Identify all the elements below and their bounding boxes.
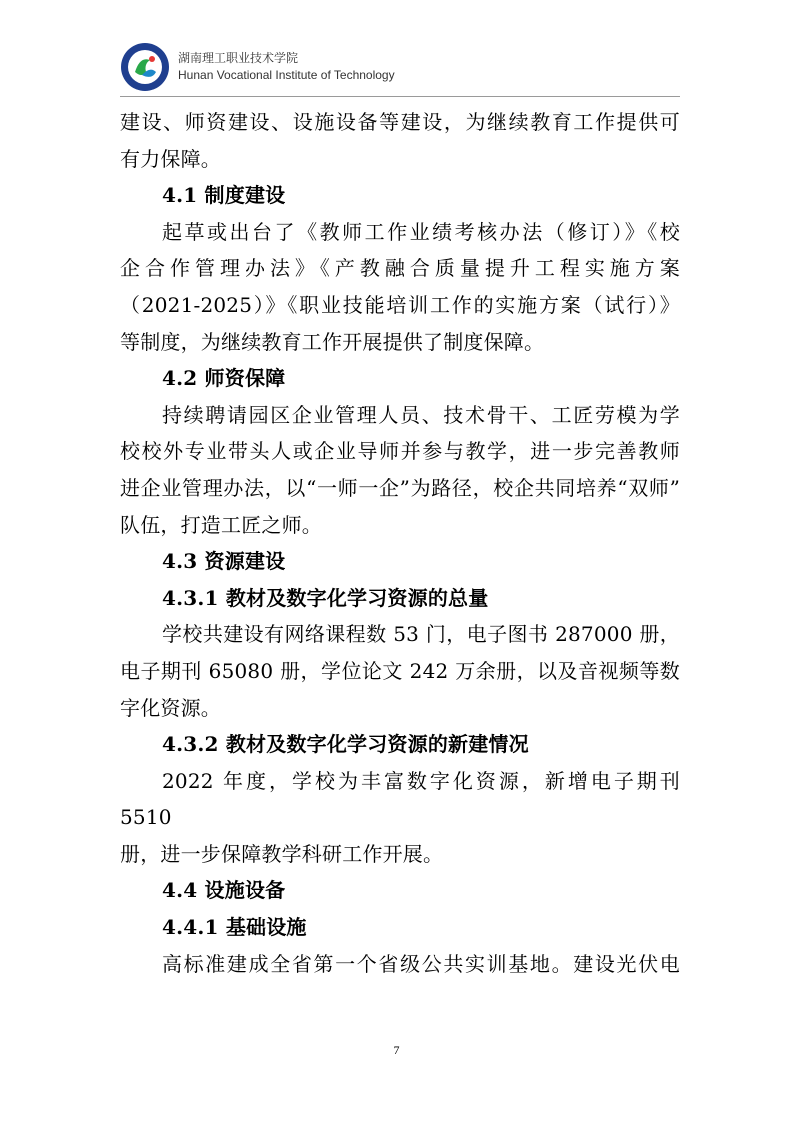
paragraph-line: 校校外专业带头人或企业导师并参与教学，进一步完善教师: [120, 439, 680, 464]
section-heading: 4.3.1 教材及数字化学习资源的总量: [162, 585, 489, 610]
paragraph-line: 持续聘请园区企业管理人员、技术骨干、工匠劳模为学: [162, 402, 680, 427]
paragraph-line: 队伍，打造工匠之师。: [120, 512, 322, 537]
paragraph-line: 企合作管理办法》《产教融合质量提升工程实施方案: [120, 256, 680, 281]
section-heading: 4.4 设施设备: [162, 878, 286, 903]
section-heading: 4.3 资源建设: [162, 549, 286, 574]
page-number: 7: [393, 1043, 400, 1057]
paragraph-line: 高标准建成全省第一个省级公共实训基地。建设光伏电: [162, 951, 680, 976]
section-heading: 4.1 制度建设: [162, 183, 286, 208]
paragraph-line: 等制度，为继续教育工作开展提供了制度保障。: [120, 329, 545, 354]
document-body: [120, 104, 680, 982]
page-header: [120, 42, 680, 94]
school-emblem-icon: [120, 42, 170, 92]
paragraph-line: （2021-2025）》《职业技能培训工作的实施方案（试行）》: [120, 292, 680, 317]
paragraph-line: 有力保障。: [120, 146, 221, 171]
paragraph-line: 学校共建设有网络课程数 53 门，电子图书 287000 册，: [162, 622, 680, 647]
paragraph-line: 字化资源。: [120, 695, 221, 720]
paragraph-line: 电子期刊 65080 册，学位论文 242 万余册，以及音视频等数: [120, 658, 680, 683]
paragraph-line: 进企业管理办法，以“一师一企”为路径，校企共同培养“双师”: [120, 475, 680, 500]
paragraph-line: 建设、师资建设、设施设备等建设，为继续教育工作提供可: [120, 110, 680, 134]
section-heading: 4.3.2 教材及数字化学习资源的新建情况: [162, 732, 529, 757]
paragraph-line: 册，进一步保障教学科研工作开展。: [120, 841, 444, 866]
section-heading: 4.2 师资保障: [162, 366, 286, 391]
header-divider: [120, 96, 680, 97]
school-name-cn: 湖南理工职业技术学院: [178, 51, 299, 65]
section-heading: 4.4.1 基础设施: [162, 915, 307, 940]
header-text: [178, 50, 395, 84]
paragraph-line: 起草或出台了《教师工作业绩考核办法（修订）》《校: [162, 219, 680, 244]
school-name-en: Hunan Vocational Institute of Technology: [178, 68, 395, 82]
paragraph-line: 2022 年度，学校为丰富数字化资源，新增电子期刊 5510: [120, 768, 680, 830]
